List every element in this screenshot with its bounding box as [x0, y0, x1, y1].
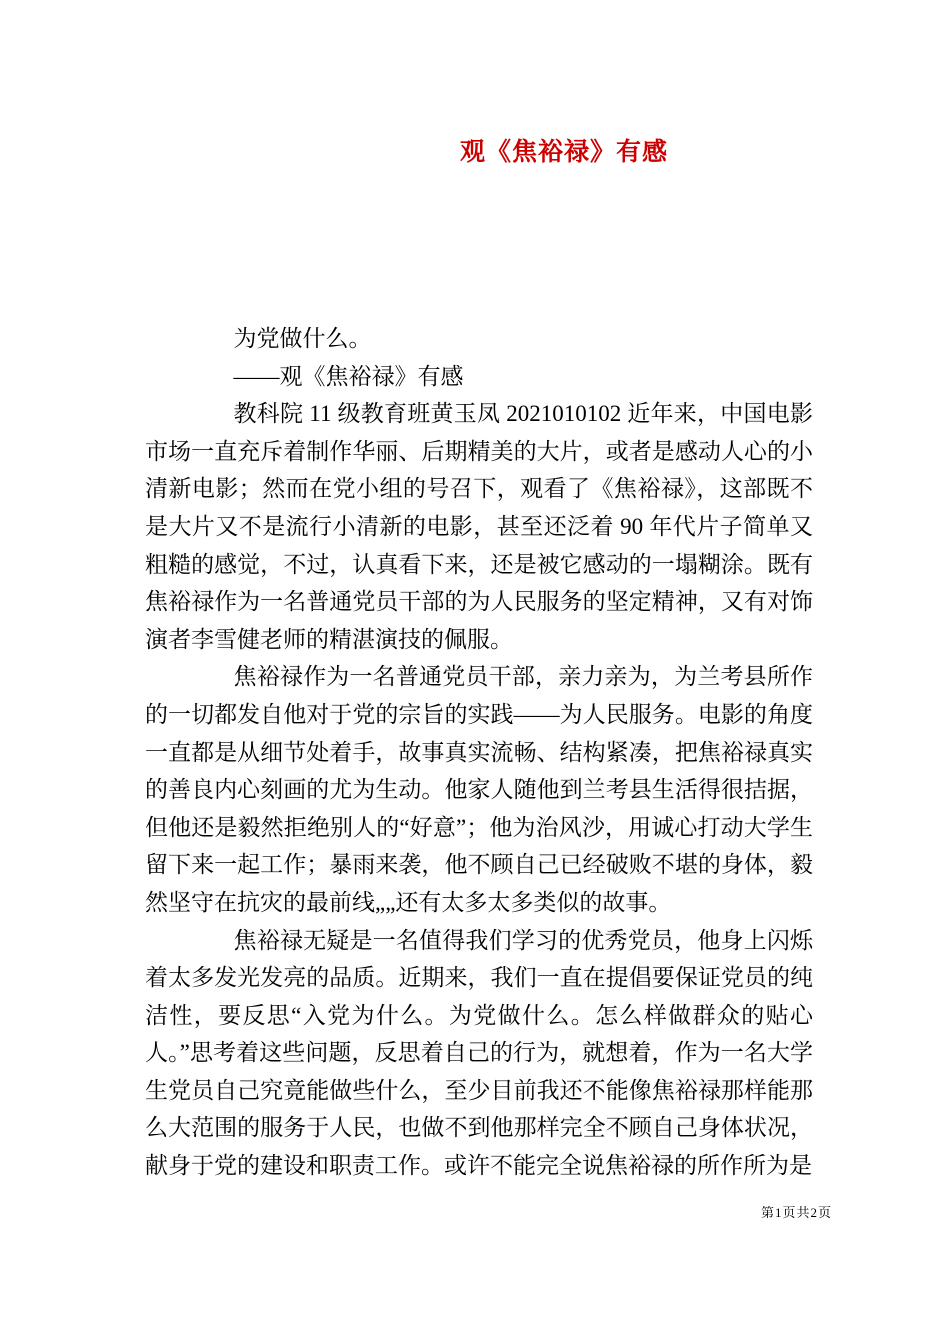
page-number-label: 第1页共2页 — [760, 1205, 832, 1220]
paragraph-1: 为党做什么。 — [233, 326, 372, 351]
document-title: 观《焦裕禄》有感 — [459, 139, 668, 166]
document-body — [145, 320, 813, 1185]
paragraph-5: 焦裕禄无疑是一名值得我们学习的优秀党员，他身上闪烁着太多发光发亮的品质。近期来，我们一直在提倡要保证党员的纯洁性，要反思“入党为什么。为党做什么。怎么样做群众的贴心人。”思考着这些问题，反思着自己的行为，就想着，作为一名大学生党员自己究竟能做些什么，至少目前我还不能像焦裕禄那样能那么大范围的服务于人民，也做不到他那样完全不顾自己身体状况，献身于党的建设和职责工作。或许不能完全说焦裕禄的所作所为是 — [145, 927, 813, 1179]
paragraph-4: 焦裕禄作为一名普通党员干部，亲力亲为，为兰考县所作的一切都发自他对于党的宗旨的实践——为人民服务。电影的角度一直都是从细节处着手，故事真实流畅、结构紧凑，把焦裕禄真实的善良内心刻画的尤为生动。他家人随他到兰考县生活得很拮据，但他还是毅然拒绝别人的“好意”；他为治风沙，用诚心打动大学生留下来一起工作；暴雨来袭，他不顾自己已经破败不堪的身体，毅然坚守在抗灾的最前线„„还有太多太多类似的故事。 — [145, 664, 813, 915]
paragraph-3: 教科院 11 级教育班黄玉凤 2021010102 近年来，中国电影市场一直充斥着制作华丽、后期精美的大片，或者是感动人心的小清新电影；然而在党小组的号召下，观看了《焦裕禄》，这部既不是大片又不是流行小清新的电影，甚至还泛着 90 年代片子简单又粗糙的感觉，不过，认真看下来，还是被它感动的一塌糊涂。既有焦裕禄作为一名普通党员干部的为人民服务的坚定精神，又有对饰演者李雪健老师的精湛演技的佩服。 — [145, 401, 813, 652]
page-footer — [761, 1202, 832, 1221]
paragraph-2: ——观《焦裕禄》有感 — [233, 363, 464, 389]
